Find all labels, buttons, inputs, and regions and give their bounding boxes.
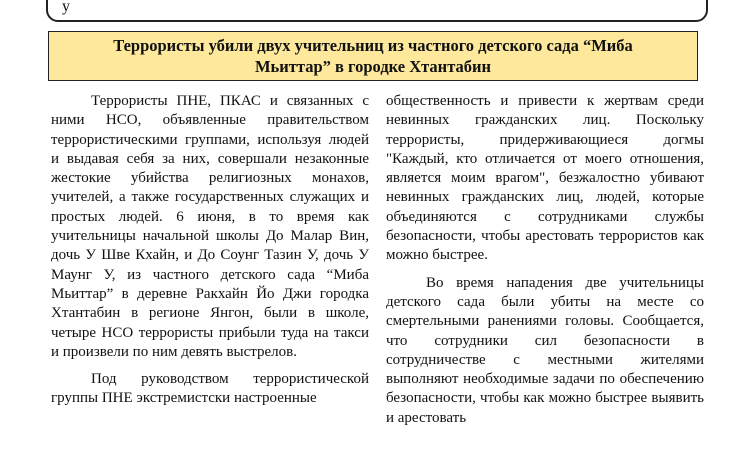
article-paragraph: общественность и привести к жертвам среди невинных гражданских лиц. Поскольку террористы, придерживающиеся догмы "Каждый, кто отличается от моего отношения, является моим врагом", безжалостно убивают невинных гражданских лиц, людей, которые объединяются с сотрудниками службы безопасности, чтобы арестовать террористов как можно быстрее. bbox=[386, 93, 704, 264]
article-title-box bbox=[48, 31, 698, 81]
article-paragraph: Террористы ПНЕ, ПКАС и связанных с ними НСО, объявленные правительством террористическими группами, используя людей и выдавая себя за них, совершали незаконные жестокие убийства религиозных монахов, учителей, а также государственных служащих и простых людей. 6 июня, в то время как учительницы начальной школы До Малар Вин, дочь У Шве Кхайн, и До Соунг Тазин У, дочь У Маунг У, из частного детского сада “Миба Мьиттар” в деревне Ракхайн Йо Джи городка Хтантабин в регионе Янгон, были в школе, четыре НСО террористы прибыли туда на такси и произвели по ним девять выстрелов. bbox=[51, 93, 369, 360]
article-title: Террористы убили двух учительниц из частного детского сада “Миба Мьиттар” в городке Хтантабин bbox=[113, 36, 633, 76]
article-column-right bbox=[386, 92, 704, 460]
top-box-text-fragment: у bbox=[62, 0, 70, 15]
top-frame-box bbox=[46, 0, 708, 22]
article-column-left bbox=[51, 92, 369, 460]
article-paragraph: Во время нападения две учительницы детского сада были убиты на месте со смертельными ранениями головы. Сообщается, что сотрудники сил безопасности в сотрудничестве с местными жителями выполняют необходимые задачи по обеспечению безопасности, чтобы как можно быстрее выявить и арестовать bbox=[386, 274, 704, 426]
article-paragraph: Под руководством террористической группы ПНЕ экстремистски настроенные bbox=[51, 371, 369, 407]
